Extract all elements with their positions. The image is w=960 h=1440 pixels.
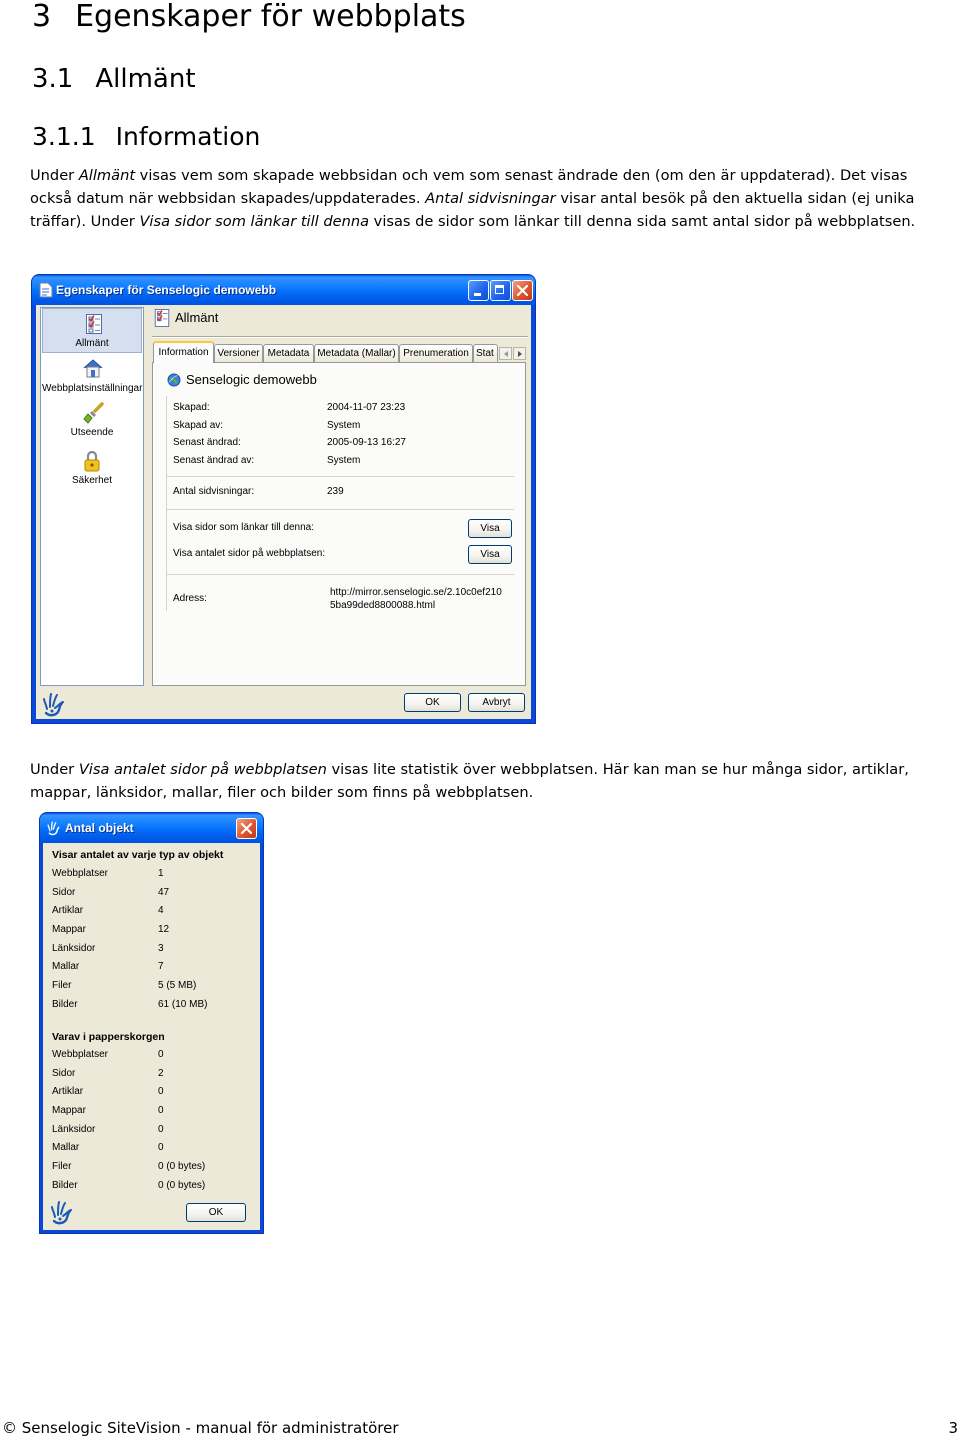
- cancel-button[interactable]: Avbryt: [468, 693, 525, 712]
- count-value: 0 (0 bytes): [158, 1179, 206, 1191]
- address-label: Adress:: [173, 593, 207, 604]
- stats-term-visa-antalet: Visa antalet sidor på webbplatsen: [78, 761, 327, 778]
- ok-button[interactable]: OK: [186, 1203, 246, 1222]
- list-item: [52, 921, 252, 940]
- list-item: [52, 1083, 252, 1102]
- count-value: 61 (10 MB): [158, 998, 208, 1010]
- count-value: 12: [158, 924, 170, 936]
- category-item-webbplatsinstallningar[interactable]: [42, 354, 142, 399]
- section-title: Allmänt: [95, 64, 196, 94]
- intro-text: Under: [30, 167, 79, 184]
- maximize-icon: [495, 285, 504, 294]
- count-label: Mappar: [52, 924, 86, 936]
- list-item: [52, 1177, 252, 1196]
- count-label: Länksidor: [52, 1123, 96, 1135]
- count-value: 1: [158, 868, 164, 879]
- count-label: Mappar: [52, 1105, 86, 1117]
- window-page-icon: [39, 282, 55, 298]
- field-value: System: [327, 455, 361, 466]
- panel-header-divider: [152, 336, 528, 338]
- count-label: Bilder: [52, 1179, 78, 1191]
- field-value: System: [327, 420, 361, 431]
- tab-scroll-left-button[interactable]: [499, 347, 512, 360]
- globe-icon: [167, 373, 181, 387]
- count-label: Webbplatser: [52, 868, 108, 879]
- checklist-icon: [153, 308, 173, 330]
- show-page-count-button[interactable]: Visa: [468, 545, 512, 564]
- padlock-icon: [82, 450, 104, 472]
- tab-information[interactable]: Information: [153, 341, 214, 363]
- object-count-body: [43, 843, 260, 1230]
- count-value: 3: [158, 942, 164, 954]
- category-item-sakerhet[interactable]: [42, 446, 142, 491]
- address-value-line1[interactable]: http://mirror.senselogic.se/2.10c0ef210: [330, 587, 502, 598]
- page-number: 3: [948, 1419, 958, 1437]
- chapter-number: 3: [32, 0, 52, 34]
- paintbrush-icon: [82, 402, 104, 424]
- count-label: Sidor: [52, 886, 76, 898]
- count-label: Mallar: [52, 1142, 80, 1154]
- object-count-titlebar[interactable]: [40, 813, 263, 843]
- trash-list: [52, 1046, 252, 1196]
- group-divider: [166, 574, 514, 575]
- count-label: Filer: [52, 980, 72, 992]
- category-label: Utseende: [70, 427, 114, 438]
- properties-dialog-title: Egenskaper för Senselogic demowebb: [56, 283, 277, 297]
- intro-term-visa-sidor: Visa sidor som länkar till denna: [139, 213, 370, 230]
- section-heading: [32, 62, 196, 96]
- count-label: Webbplatser: [52, 1049, 108, 1060]
- group-divider: [166, 509, 514, 510]
- count-label: Filer: [52, 1161, 72, 1173]
- maximize-button[interactable]: [490, 280, 511, 301]
- chapter-heading: [32, 0, 466, 34]
- tab-versioner[interactable]: Versioner: [214, 344, 263, 362]
- count-value: 0: [158, 1123, 164, 1135]
- count-value: 0: [158, 1049, 164, 1060]
- intro-text: visas vem som skapade webbsidan och vem som senast ändrade den (om den är uppdaterad). Det visas också datum när webbsidan skapades/uppdaterades.: [30, 167, 908, 207]
- field-value: 2004-11-07 23:23: [327, 402, 406, 413]
- linking-pages-label: Visa sidor som länkar till denna:: [173, 522, 314, 533]
- views-label: Antal sidvisningar:: [173, 486, 255, 497]
- count-label: Länksidor: [52, 942, 96, 954]
- list-item: [52, 884, 252, 903]
- intro-term-sidvisningar: Antal sidvisningar: [425, 190, 556, 207]
- show-linking-pages-button[interactable]: Visa: [468, 519, 512, 538]
- sitevision-logo-icon: [50, 1199, 74, 1225]
- list-item: [52, 902, 252, 921]
- list-item: [52, 1139, 252, 1158]
- object-count-dialog: [40, 813, 263, 1233]
- tab-scroll-right-button[interactable]: [513, 347, 526, 360]
- field-value: 2005-09-13 16:27: [327, 437, 406, 448]
- field-label: Senast ändrad:: [173, 437, 241, 448]
- list-item: [52, 977, 252, 996]
- list-item: [52, 958, 252, 977]
- checklist-icon: [83, 313, 105, 335]
- sitevision-small-icon: [47, 820, 63, 836]
- arrow-right-icon: [518, 351, 522, 357]
- house-icon: [82, 358, 104, 380]
- intro-term-allmant: Allmänt: [78, 167, 136, 184]
- arrow-left-icon: [504, 351, 508, 357]
- count-label: Sidor: [52, 1067, 76, 1079]
- count-value: 0: [158, 1086, 164, 1098]
- intro-paragraph: [30, 164, 952, 233]
- object-count-title: Antal objekt: [65, 821, 134, 835]
- field-label: Senast ändrad av:: [173, 455, 255, 466]
- stats-paragraph: [30, 758, 952, 804]
- subsection-heading: [32, 120, 260, 154]
- category-label: Säkerhet: [71, 475, 113, 486]
- close-icon: [513, 281, 532, 300]
- close-button[interactable]: [512, 280, 533, 301]
- footer-text: © Senselogic SiteVision - manual för administratörer: [2, 1419, 399, 1437]
- totals-heading: Visar antalet av varje typ av objekt: [52, 849, 224, 861]
- list-item: [52, 1065, 252, 1084]
- category-item-utseende[interactable]: [42, 398, 142, 443]
- list-item: [52, 940, 252, 959]
- section-number: 3.1: [32, 64, 74, 94]
- list-item: [52, 1046, 252, 1065]
- tab-prenumeration[interactable]: Prenumeration: [399, 344, 473, 362]
- count-value: 0: [158, 1105, 164, 1117]
- count-value: 5 (5 MB): [158, 980, 197, 992]
- count-label: Artiklar: [52, 905, 84, 917]
- field-label: Skapad av:: [173, 420, 224, 431]
- properties-dialog-titlebar[interactable]: [32, 275, 535, 305]
- sitevision-logo-icon: [42, 691, 66, 717]
- trash-heading: Varav i papperskorgen: [52, 1031, 165, 1043]
- category-item-allmant[interactable]: [42, 308, 142, 353]
- subsection-number: 3.1.1: [32, 122, 96, 151]
- close-button[interactable]: [236, 818, 257, 839]
- subsection-title: Information: [115, 122, 261, 151]
- category-label: Webbplatsinställningar: [42, 383, 143, 394]
- intro-text: visas de sidor som länkar till denna sida samt antal sidor på webbplatsen.: [369, 213, 916, 230]
- category-list: [40, 307, 144, 686]
- count-value: 4: [158, 905, 164, 917]
- tab-metadata-mallar[interactable]: Metadata (Mallar): [314, 344, 399, 362]
- address-value-line2[interactable]: 5ba99ded8800088.html: [330, 600, 436, 611]
- list-item: [52, 1102, 252, 1121]
- minimize-icon: [474, 293, 481, 296]
- intro-text: visar antal besök på den aktuella sidan (ej unika träffar). Under: [30, 190, 915, 230]
- ok-button[interactable]: OK: [404, 693, 461, 712]
- properties-dialog-body: [36, 305, 531, 719]
- list-item: [52, 996, 252, 1015]
- list-item: [52, 1158, 252, 1177]
- count-value: 47: [158, 886, 170, 898]
- count-value: 2: [158, 1067, 164, 1079]
- page-count-label: Visa antalet sidor på webbplatsen:: [173, 548, 326, 559]
- count-label: Bilder: [52, 998, 78, 1010]
- count-label: Mallar: [52, 961, 80, 973]
- site-name: Senselogic demowebb: [186, 372, 317, 387]
- field-label: Skapad:: [173, 402, 210, 413]
- totals-list: [52, 865, 252, 1015]
- list-item: [52, 1121, 252, 1140]
- count-value: 0: [158, 1142, 164, 1154]
- count-value: 7: [158, 961, 164, 973]
- category-label: Allmänt: [75, 338, 109, 349]
- stats-text: visas lite statistik över webbplatsen. Här kan man se hur många sidor, artiklar, mappar, länksidor, mallar, filer och bilder som finns på webbplatsen.: [30, 761, 909, 801]
- stats-text: Under: [30, 761, 79, 778]
- panel-title: Allmänt: [175, 310, 219, 325]
- properties-dialog: [32, 275, 535, 723]
- tab-metadata[interactable]: Metadata: [263, 344, 314, 362]
- minimize-button[interactable]: [468, 280, 489, 301]
- chapter-title: Egenskaper för webbplats: [75, 0, 466, 34]
- count-value: 0 (0 bytes): [158, 1161, 206, 1173]
- group-divider: [166, 476, 514, 477]
- information-tab-panel: [152, 362, 526, 686]
- group-divider-vertical: [166, 396, 167, 611]
- close-icon: [237, 819, 256, 838]
- list-item: [52, 865, 252, 884]
- count-label: Artiklar: [52, 1086, 84, 1098]
- tab-statistik[interactable]: Stat: [473, 344, 498, 362]
- views-value: 239: [327, 486, 344, 497]
